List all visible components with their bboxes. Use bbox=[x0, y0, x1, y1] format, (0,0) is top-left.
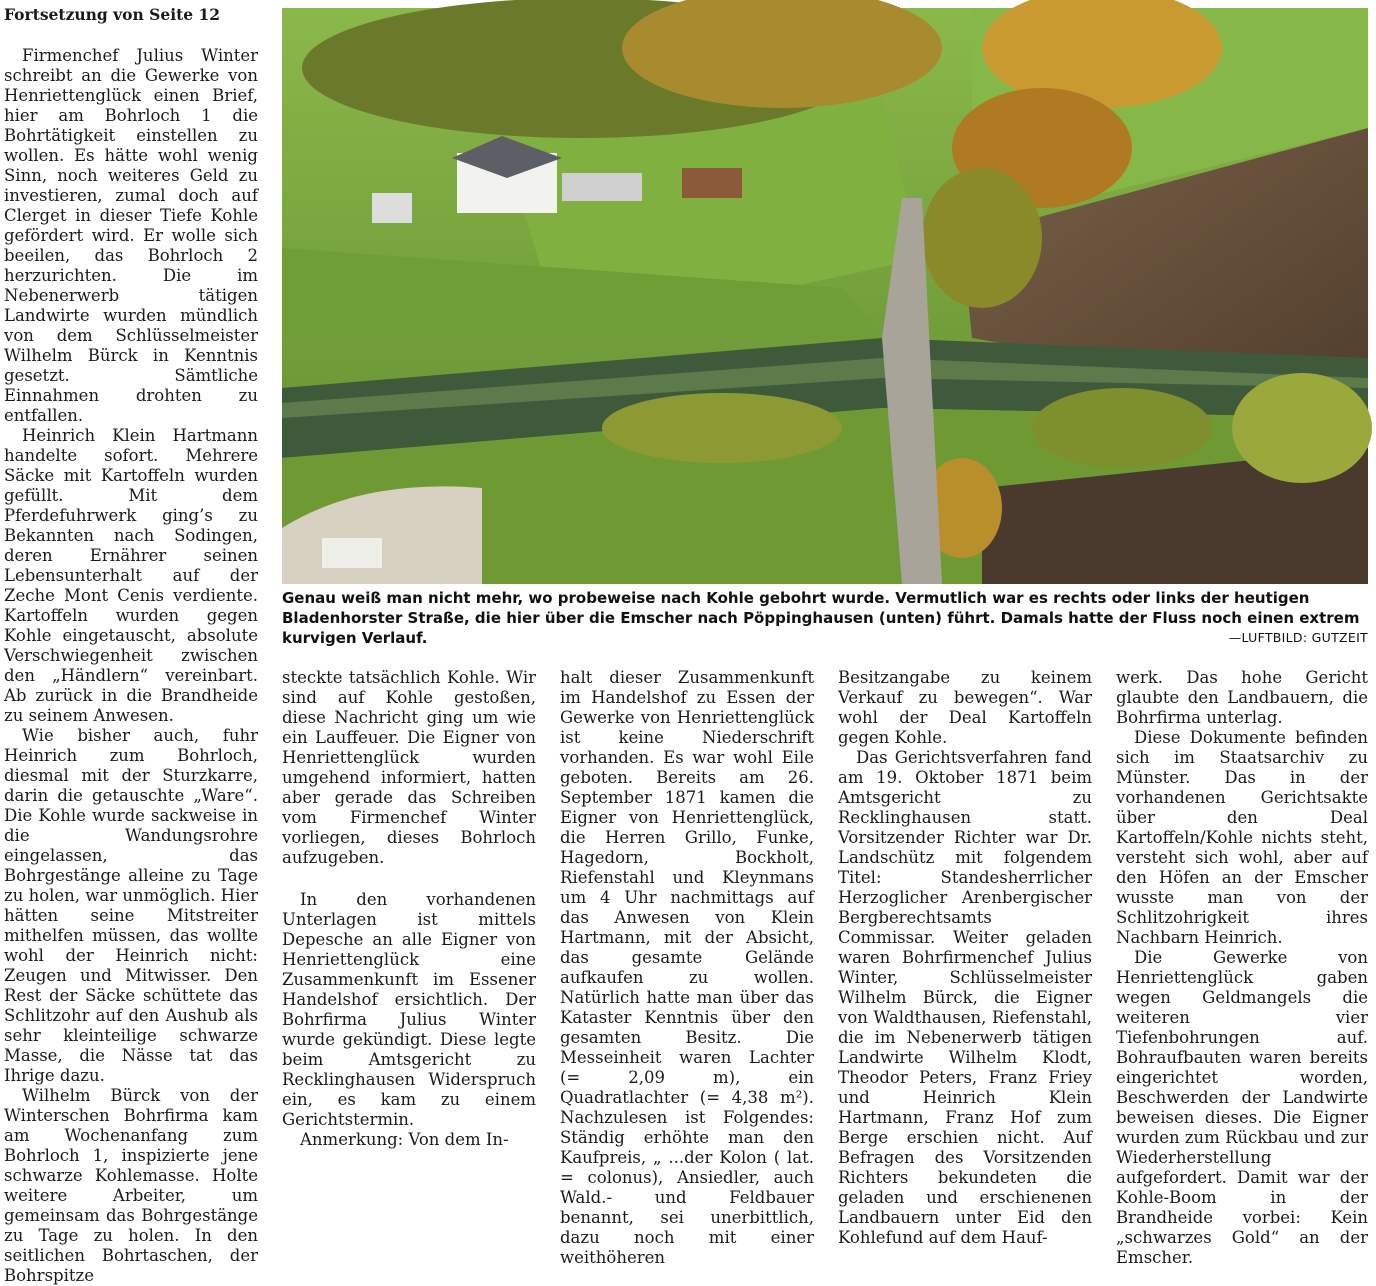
paragraph: In den vorhandenen Unterlagen ist mittels Depesche an alle Eigner von Henriettenglück eine Zusammenkunft im Essener Handelshof ersichtlich. Der Bohrfirma Julius Winter wurde gekündigt. Diese legte beim Amtsgericht zu Recklinghausen Widerspruch ein, es kam zu einem Gerichtstermin. bbox=[282, 890, 536, 1129]
paragraph: Wie bisher auch, fuhr Heinrich zum Bohrloch, diesmal mit der Sturzkarre, darin die getauschte „Ware“. Die Kohle wurde sackweise in die Wandungsrohre eingelassen, das Bohrgestänge alleine zu Tage zu holen, war unmöglich. Hier hätten seine Mitstreiter mithelfen müssen, das wollte wohl der Heinrich nicht: Zeugen und Mitwisser. Den Rest der Säcke schüttete das Schlitzohr auf den Aushub als sehr kleinteilige schwarze Masse, die Nässe tat das Ihrige dazu. bbox=[4, 726, 259, 1085]
aerial-landscape-illustration bbox=[282, 8, 1368, 584]
paragraph: Besitzangabe zu keinem Verkauf zu bewegen“. War wohl der Deal Kartoffeln gegen Kohle. bbox=[838, 668, 1092, 747]
paragraph: Die Gewerke von Henriettenglück gaben wegen Geldmangels die weiteren vier Tiefenbohrungen auf. Bohraufbauten waren bereits eingerichtet worden, Beschwerden der Landwirte beweisen dieses. Die Eigner wurden zum Rückbau und zur Wiederherstellung aufgefordert. Damit war der Kohle-Boom in der Brandheide vorbei: Kein „schwarzes Gold“ an der Emscher. bbox=[1116, 948, 1368, 1267]
paragraph: Anmerkung: Von dem In- bbox=[300, 1130, 509, 1149]
article-column-4 bbox=[838, 668, 1092, 1247]
article-column-5 bbox=[1116, 668, 1368, 1267]
paragraph: Diese Dokumente befinden sich im Staatsarchiv zu Münster. Das in der vorhandenen Gerichtsakte über den Deal Kartoffeln/Kohle nichts steht, versteht sich wohl, aber auf den Höfen an der Emscher wusste man von der Schlitzohrigkeit ihres Nachbarn Heinrich. bbox=[1116, 728, 1368, 947]
paragraph: Wilhelm Bürck von der Winterschen Bohrfirma kam am Wochenanfang zum Bohrloch 1, inspizierte jene schwarze Kohlemasse. Holte weitere Arbeiter, um gemeinsam das Bohrgestänge zu Tage zu holen. In den seitlichen Bohrtaschen, der Bohrspitze bbox=[4, 1086, 258, 1285]
paragraph: Heinrich Klein Hartmann handelte sofort. Mehrere Säcke mit Kartoffeln wurden gefüllt. Mit dem Pferdefuhrwerk ging’s zu Bekannten nach Sodingen, deren Ernährer seinen Lebensunterhalt auf der Zeche Mont Cenis verdiente. Kartoffeln wurden gegen Kohle eingetauscht, absolute Verschwiegenheit zwischen den „Händlern“ vereinbart. Ab zurück in die Brandheide zu seinem Anwesen. bbox=[4, 426, 258, 725]
continuation-kicker: Fortsetzung von Seite 12 bbox=[4, 5, 221, 24]
paragraph: Das Gerichtsverfahren fand am 19. Oktober 1871 beim Amtsgericht zu Recklinghausen statt. Vorsitzender Richter war Dr. Landschütz mit folgendem Titel: Standesherrlicher Herzoglicher Arenbergischer Bergberechtsamts Commissar. Weiter geladen waren Bohrfirmenchef Julius Winter, Schlüsselmeister Wilhelm Bürck, die Eigner von Waldthausen, Riefenstahl, die im Nebenerwerb tätigen Landwirte Wilhelm Klodt, Theodor Peters, Franz Friey und Heinrich Klein Hartmann, Franz Hof zum Berge erschien nicht. Auf Befragen des Vorsitzenden Richters bekundeten die geladen und erschienenen Landbauern unter Eid den Kohlefund auf dem Hauf- bbox=[838, 748, 1092, 1247]
paragraph: Firmenchef Julius Winter schreibt an die Gewerke von Henriettenglück einen Brief, hier am Bohrloch 1 die Bohrtätigkeit einstellen zu wollen. Es hätte wohl wenig Sinn, noch weiteres Geld zu investieren, zumal doch auf Clerget in dieser Tiefe Kohle gefördert wird. Er wolle sich beeilen, das Bohrloch 2 herzurichten. Die im Nebenerwerb tätigen Landwirte wurden mündlich von dem Schlüsselmeister Wilhelm Bürck in Kenntnis gesetzt. Sämtliche Einnahmen drohten zu entfallen. bbox=[4, 46, 258, 425]
article-column-2 bbox=[282, 668, 536, 1214]
article-column-1 bbox=[4, 46, 259, 1285]
paragraph: halt dieser Zusammenkunft im Handelshof zu Essen der Gewerke von Henriettenglück ist keine Niederschrift vorhanden. Es war wohl Eile geboten. Bereits am 26. September 1871 kamen die Eigner von Henriettenglück, die Herren Grillo, Funke, Hagedorn, Bockholt, Riefenstahl und Kleynmans um 4 Uhr nachmittags auf das Anwesen von Klein Hartmann, mit der Absicht, das gesamte Gelände aufkaufen zu wollen. Natürlich hatte man über das Kataster Kenntnis über den gesamten Besitz. Die Messeinheit waren Lachter (= 2,09 m), ein Quadratlachter (= 4,38 m²). Nachzulesen ist Folgendes: Ständig erhöhte man den Kaufpreis, „ ...der Kolon ( lat. = colonus), Ansiedler, auch Wald.- und Feldbauer benannt, sei unerbittlich, dazu noch mit einer weithöheren bbox=[560, 668, 814, 1267]
paragraph: werk. Das hohe Gericht glaubte den Landbauern, die Bohrfirma unterlag. bbox=[1116, 668, 1368, 727]
photo-credit: —LUFTBILD: GUTZEIT bbox=[1228, 630, 1368, 645]
paragraph: steckte tatsächlich Kohle. Wir sind auf Kohle gestoßen, diese Nachricht ging um wie ein Lauffeuer. Die Eigner von Henriettenglück wurden umgehend informiert, hatten aber gerade das Schreiben vom Firmenchef Winter vorliegen, dieses Bohrloch aufzugeben. bbox=[282, 668, 536, 867]
article-column-3 bbox=[560, 668, 814, 1267]
aerial-photo bbox=[282, 8, 1368, 584]
photo-caption: Genau weiß man nicht mehr, wo probeweise nach Kohle gebohrt wurde. Vermutlich war es rechts oder links der heutigen Bladenhorster Straße, die hier über die Emscher nach Pöppinghausen (unten) führt. Damals hatte der Fluss noch einen extrem kurvigen Verlauf. bbox=[282, 589, 1360, 647]
